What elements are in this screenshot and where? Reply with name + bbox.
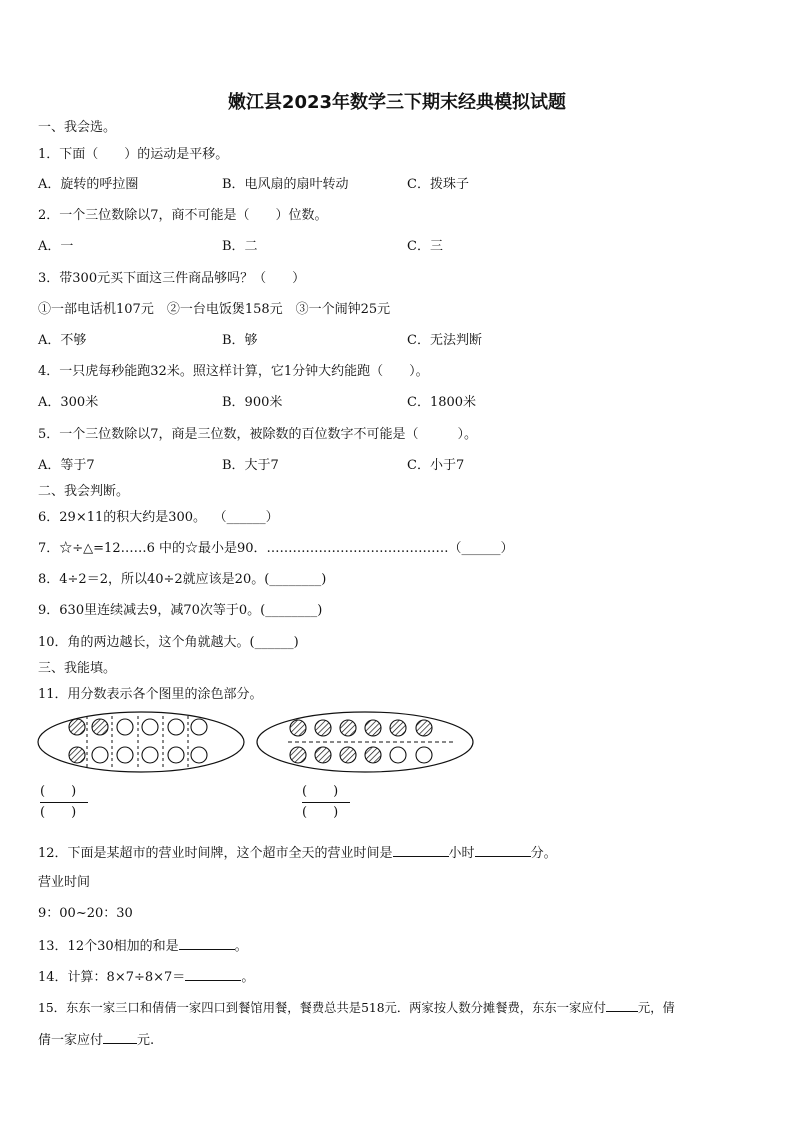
figure-1-circle <box>92 719 108 735</box>
figure-1-circle <box>92 747 108 763</box>
figure-2-denominator: ( ) <box>302 805 339 820</box>
question-15-mid: 元，倩 <box>637 1001 675 1015</box>
figure-1-fraction-answer[interactable] <box>40 783 90 822</box>
question-4-text: 4．一只虎每秒能跑32米。照这样计算，它1分钟大约能跑（ ）。 <box>38 364 429 379</box>
question-10-text: 10．角的两边越长，这个角就越大。 <box>38 635 250 650</box>
q13-answer-blank[interactable] <box>179 936 235 950</box>
fraction-bar <box>40 802 88 803</box>
q4-option-c: C．1800米 <box>407 395 477 410</box>
question-8 <box>38 571 326 589</box>
figure-1-ellipse-circles <box>38 712 244 772</box>
q1-option-a: A．旋转的呼拉圈 <box>38 177 139 192</box>
question-8-text: 8．4÷2＝2，所以40÷2就应该是20。 <box>38 572 265 587</box>
q3-option-c: C．无法判断 <box>407 333 482 348</box>
question-15-end: 元. <box>137 1033 155 1048</box>
question-2-text: 2．一个三位数除以7，商不可能是（ ）位数。 <box>38 208 328 223</box>
figure-2-circle <box>416 747 432 763</box>
question-3-items: ①一部电话机107元 ②一台电饭煲158元 ③一个闹钟25元 <box>38 302 391 317</box>
question-12-text: 12．下面是某超市的营业时间牌，这个超市全天的营业时间是 <box>38 846 393 861</box>
q5-option-a: A．等于7 <box>38 458 95 473</box>
q2-option-b: B．二 <box>222 239 258 254</box>
figure-2-numerator: ( ) <box>302 784 339 799</box>
question-9-text: 9．630里连续减去9，减70次等于0。 <box>38 603 261 618</box>
figure-1-circle <box>191 747 207 763</box>
question-6 <box>38 509 279 527</box>
q4-option-a: A．300米 <box>38 395 99 410</box>
figure-1-circle <box>168 719 184 735</box>
question-9 <box>38 602 322 620</box>
question-6-answer-paren[interactable]: （______） <box>220 510 279 525</box>
fraction-bar <box>302 802 350 803</box>
q14-answer-blank[interactable] <box>185 967 241 981</box>
figure-1-denominator: ( ) <box>40 805 77 820</box>
q2-option-a: A．一 <box>38 239 74 254</box>
figure-2-circle <box>340 720 356 736</box>
figure-1-circle <box>142 719 158 735</box>
q5-option-b: B．大于7 <box>222 458 279 473</box>
question-13-end: 。 <box>234 939 248 954</box>
question-14-text: 14．计算：8×7÷8×7＝ <box>38 970 186 985</box>
question-7-answer-paren[interactable]: （______） <box>448 541 514 556</box>
business-hours-label: 营业时间 <box>38 875 91 890</box>
question-12-hours-unit: 小时 <box>448 846 475 861</box>
question-15-text: 15．东东一家三口和倩倩一家四口到餐馆用餐，餐费总共是518元．两家按人数分摊餐费，东东一家应付 <box>38 1001 606 1015</box>
figure-1-circle <box>69 719 85 735</box>
question-7 <box>38 540 514 558</box>
figure-2-circle <box>365 747 381 763</box>
question-13 <box>38 936 248 956</box>
business-hours-value: 9：00~20：30 <box>38 906 133 921</box>
figure-2-circle <box>390 747 406 763</box>
section-heading-choice: 一、我会选。 <box>38 120 117 135</box>
question-15-line-1 <box>38 998 675 1017</box>
figure-1-ellipse <box>38 712 244 772</box>
section-heading-fill: 三、我能填。 <box>38 661 117 676</box>
question-13-text: 13．12个30相加的和是 <box>38 939 179 954</box>
page-title: 嫩江县2023年数学三下期末经典模拟试题 <box>227 92 567 113</box>
q3-option-b: B．够 <box>222 333 258 348</box>
figure-1-circle <box>168 747 184 763</box>
q1-option-b: B．电风扇的扇叶转动 <box>222 177 349 192</box>
question-8-answer-paren[interactable]: (________) <box>264 572 327 587</box>
q5-option-c: C．小于7 <box>407 458 465 473</box>
figure-2-circle <box>390 720 406 736</box>
question-12 <box>38 843 557 863</box>
figure-1-numerator: ( ) <box>40 784 77 799</box>
question-1-text: 1．下面（ ）的运动是平移。 <box>38 147 229 162</box>
figure-2-ellipse-circles <box>257 712 473 772</box>
question-10 <box>38 634 299 652</box>
question-6-text: 6．29×11的积大约是300。 <box>38 510 207 525</box>
question-9-answer-paren[interactable]: (________) <box>260 603 323 618</box>
q11-figures <box>0 706 794 786</box>
q15-dongdong-blank[interactable] <box>606 998 638 1012</box>
figure-1-circle <box>117 719 133 735</box>
figure-2-circle <box>315 720 331 736</box>
question-15-line-2 <box>38 1030 154 1050</box>
question-10-answer-paren[interactable]: (______) <box>249 635 299 650</box>
question-11-text: 11．用分数表示各个图里的涂色部分。 <box>38 687 263 702</box>
figure-1-circle <box>117 747 133 763</box>
question-15-line-2-text: 倩一家应付 <box>38 1033 104 1048</box>
figure-1-circle <box>69 747 85 763</box>
figure-2-circle <box>290 747 306 763</box>
figure-2-fraction-answer[interactable] <box>302 783 352 822</box>
section-heading-judge: 二、我会判断。 <box>38 484 130 499</box>
question-7-text: 7．☆÷△=12……6 中的☆最小是90．…………………………………… <box>38 541 449 556</box>
figure-1-circle <box>191 719 207 735</box>
q12-minutes-blank[interactable] <box>475 843 531 857</box>
figure-2-circle <box>315 747 331 763</box>
q15-qianqian-blank[interactable] <box>103 1030 137 1044</box>
figure-2-circle <box>365 720 381 736</box>
question-3-text: 3．带300元买下面这三件商品够吗？（ ） <box>38 271 306 286</box>
figure-2-circle <box>416 720 432 736</box>
q1-option-c: C．拨珠子 <box>407 177 469 192</box>
q4-option-b: B．900米 <box>222 395 283 410</box>
figure-1-circle <box>142 747 158 763</box>
question-12-minutes-unit: 分。 <box>530 846 557 861</box>
question-14-end: 。 <box>241 970 255 985</box>
q3-option-a: A．不够 <box>38 333 87 348</box>
q12-hours-blank[interactable] <box>393 843 449 857</box>
figure-2-circle <box>340 747 356 763</box>
figure-2-circle <box>290 720 306 736</box>
question-14 <box>38 967 254 987</box>
question-5-text: 5．一个三位数除以7，商是三位数，被除数的百位数字不可能是（ ）。 <box>38 427 478 442</box>
q2-option-c: C．三 <box>407 239 443 254</box>
